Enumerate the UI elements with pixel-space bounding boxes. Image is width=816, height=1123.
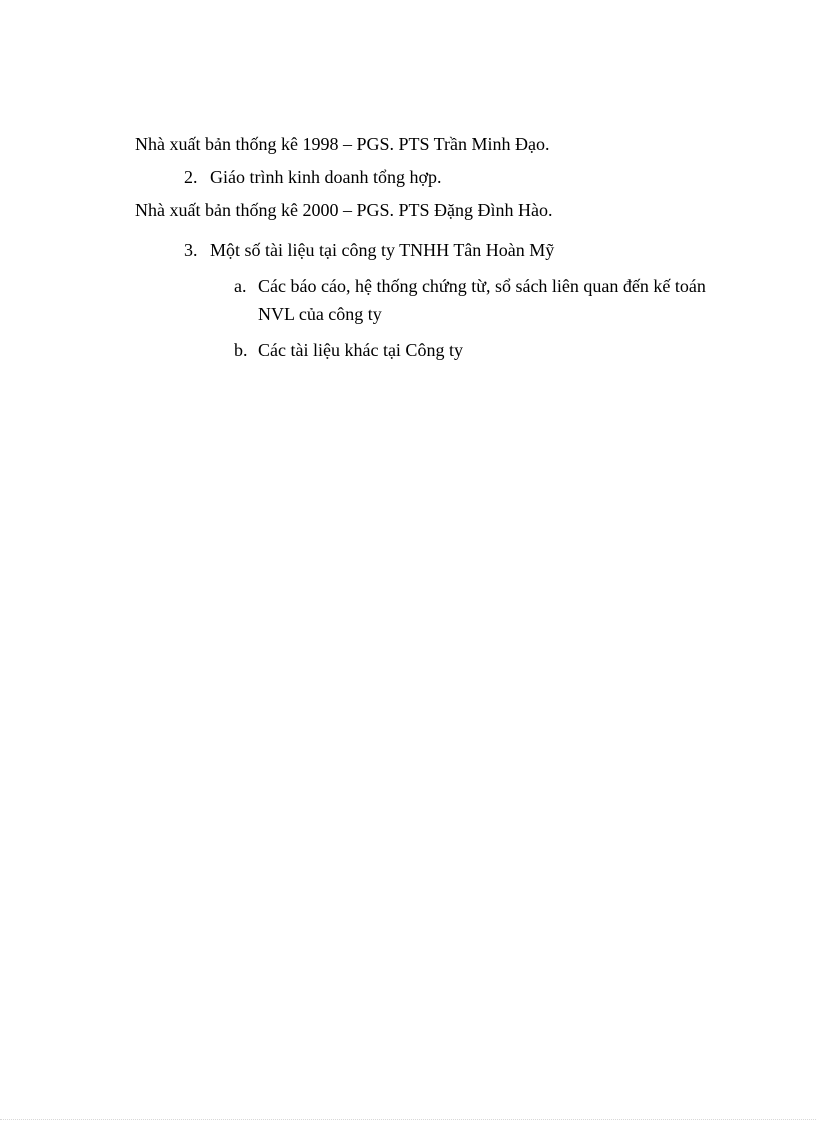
reference-sub-item-a <box>234 273 706 299</box>
list-number-3: 3. <box>184 240 198 260</box>
page-bottom-edge <box>0 1119 816 1120</box>
reference-publisher-line-1: Nhà xuất bản thống kê 1998 – PGS. PTS Trần Minh Đạo. <box>135 134 550 154</box>
reference-item-2 <box>184 164 442 190</box>
list-letter-b: b. <box>234 340 248 360</box>
list-letter-a: a. <box>234 276 247 296</box>
reference-item-3-text: Một số tài liệu tại công ty TNHH Tân Hoàn Mỹ <box>210 240 555 260</box>
reference-sub-item-b-text: Các tài liệu khác tại Công ty <box>258 340 463 360</box>
reference-item-3 <box>184 237 554 263</box>
reference-publisher-line-2: Nhà xuất bản thống kê 2000 – PGS. PTS Đặng Đình Hào. <box>135 200 553 220</box>
reference-item-2-text: Giáo trình kinh doanh tổng hợp. <box>210 167 442 187</box>
reference-sub-item-a-text-line-2: NVL của công ty <box>258 304 382 324</box>
reference-sub-item-a-text-line-1: Các báo cáo, hệ thống chứng từ, sổ sách liên quan đến kế toán <box>258 276 706 296</box>
reference-sub-item-b <box>234 337 463 363</box>
list-number-2: 2. <box>184 167 198 187</box>
